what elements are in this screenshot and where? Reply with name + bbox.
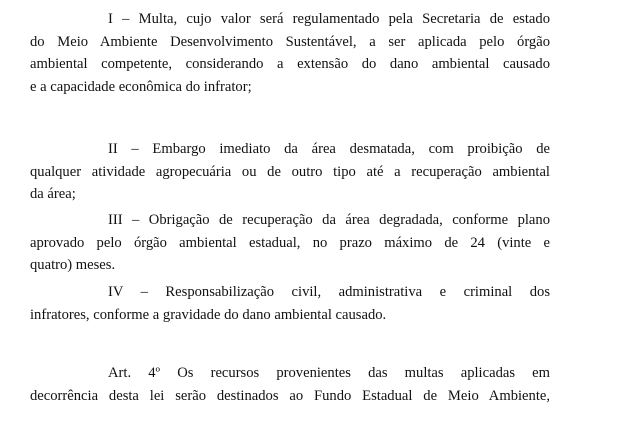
paragraph-inciso-iv <box>30 281 550 326</box>
paragraph-inciso-iii <box>30 209 550 277</box>
paragraph-inciso-ii <box>30 138 550 206</box>
text-line: infratores, conforme a gravidade do dano ambiental causado. <box>30 306 387 323</box>
text-line: e a capacidade econômica do infrator; <box>30 78 252 95</box>
paragraph-inciso-i <box>30 8 550 98</box>
text-line: decorrência desta lei serão destinados ao Fundo Estadual de Meio Ambiente, <box>30 387 550 404</box>
text-line: IV – Responsabilização civil, administrativa e criminal dos <box>108 284 550 300</box>
text-line: ambiental competente, considerando a extensão do dano ambiental causado <box>30 56 550 72</box>
text-line: da área; <box>30 186 76 202</box>
text-line: Art. 4º Os recursos provenientes das multas aplicadas em <box>108 365 550 381</box>
text-line: aprovado pelo órgão ambiental estadual, no prazo máximo de 24 (vinte e <box>30 234 550 251</box>
text-line: qualquer atividade agropecuária ou de outro tipo até a recuperação ambiental <box>30 163 550 180</box>
text-line: III – Obrigação de recuperação da área degradada, conforme plano <box>108 212 550 228</box>
text-line: do Meio Ambiente Desenvolvimento Sustentável, a ser aplicada pelo órgão <box>30 33 550 50</box>
text-line: II – Embargo imediato da área desmatada, com proibição de <box>108 141 550 157</box>
paragraph-art-4 <box>30 362 550 407</box>
text-line: quatro) meses. <box>30 257 116 273</box>
text-line: I – Multa, cujo valor será regulamentado pela Secretaria de estado <box>108 11 550 27</box>
